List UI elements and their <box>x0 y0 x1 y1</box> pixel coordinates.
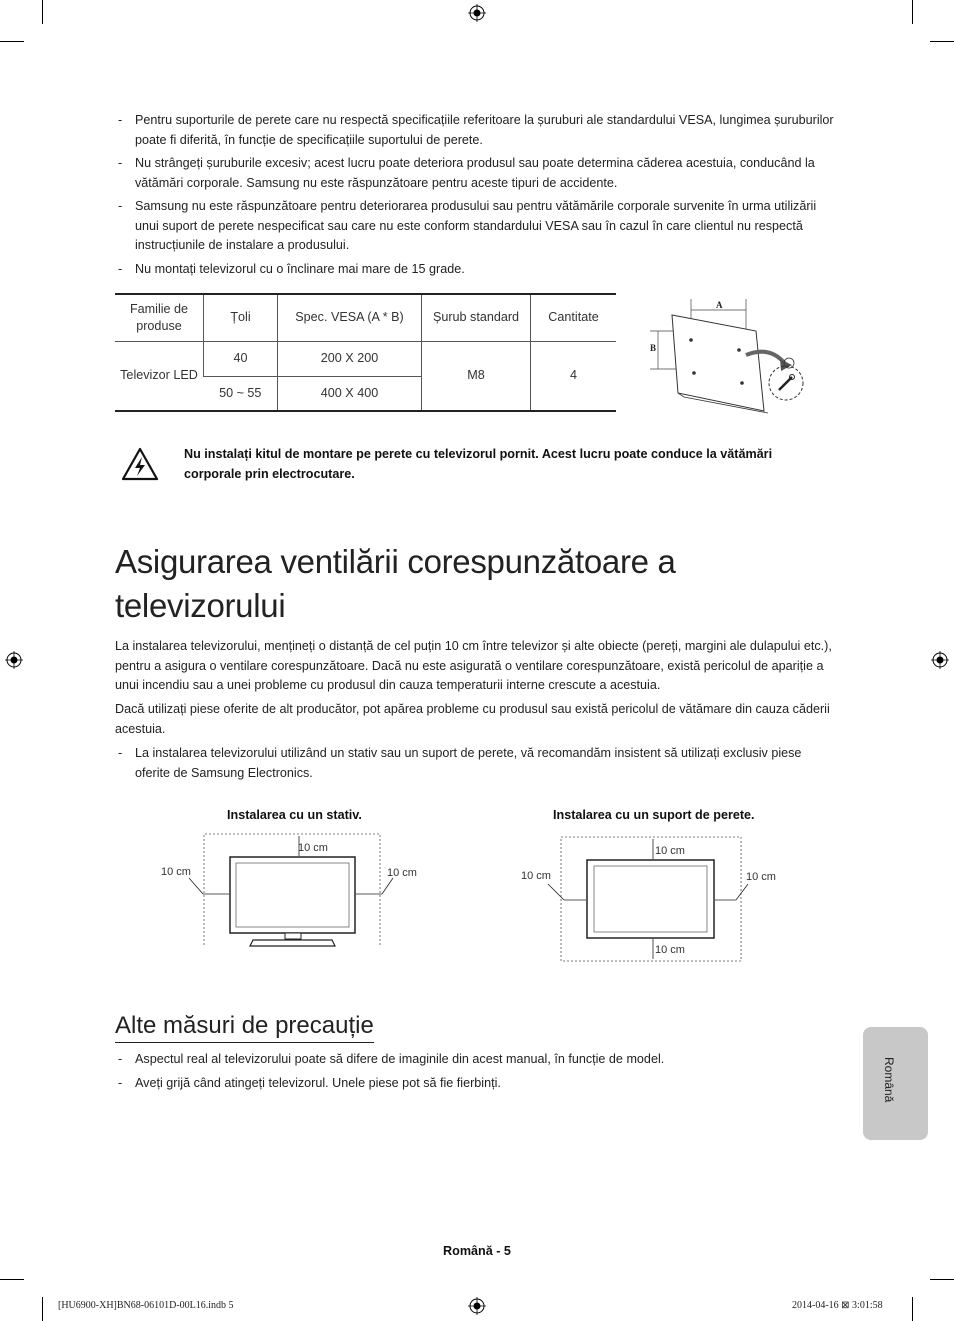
electric-shock-warning-icon <box>121 447 159 481</box>
registration-mark-icon <box>468 4 486 22</box>
table-cell-quantity: 4 <box>531 341 617 411</box>
table-cell: 400 X 400 <box>278 376 422 411</box>
list-item: - Nu montați televizorul cu o înclinare mai mare de 15 grade. <box>118 261 465 276</box>
crop-mark <box>912 0 913 24</box>
list-item: - La instalarea televizorului utilizând un stativ sau un suport de perete, vă recomandăm insistent să utilizați exclusiv piese oferite de Samsung Electronics. <box>118 746 802 780</box>
registration-mark-icon <box>5 651 23 669</box>
table-cell-family: Televizor LED <box>115 341 204 411</box>
distance-label-left: 10 cm <box>521 870 551 882</box>
ventilation-paragraph: La instalarea televizorului, mențineți o distanță de cel puțin 10 cm între televizor și alte obiecte (pereți, margini ale dulapului etc.), pentru a asigura o ventilare corespunzătoare. Dacă nu este asigurată o ventilare corespunzătoare, există pericolul de apariție a unui incendiu sau a unei probleme cu produsul din cauza temperaturii interne crescute a acestuia. <box>115 639 832 692</box>
print-slug-date: 2014-04-16 ⊠ 3:01:58 <box>792 1300 883 1311</box>
language-tab-label: Română <box>882 1057 896 1103</box>
samsung-parts-note <box>115 744 837 787</box>
subsection-title: Alte măsuri de precauție <box>115 1010 374 1043</box>
list-item: - Nu strângeți șuruburile excesiv; acest lucru poate deteriora produsul sau poate determina căderea acestuia, conducând la vătămări corporale. Samsung nu este răspunzătoare pentru aceste tipuri de accidente. <box>118 156 815 190</box>
wall-installation-diagram <box>518 834 788 964</box>
table-cell: 40 <box>204 341 278 376</box>
table-header-cell: Spec. VESA (A * B) <box>278 294 422 341</box>
table-cell: 50 ~ 55 <box>204 376 278 411</box>
distance-label-left: 10 cm <box>161 866 191 878</box>
table-header-row <box>115 294 616 341</box>
distance-label-top: 10 cm <box>298 842 328 854</box>
distance-label-bottom: 10 cm <box>655 944 685 956</box>
registration-mark-icon <box>468 1297 486 1315</box>
crop-mark <box>912 1297 913 1321</box>
table-header-cell: Țoli <box>204 294 278 341</box>
crop-mark <box>930 41 954 42</box>
distance-label-right: 10 cm <box>387 867 417 879</box>
list-item: - Pentru suporturile de perete care nu respectă specificațiile referitoare la șuruburi ale standardului VESA, lungimea șuruburilor poate fi diferită, în funcție de specificațiile suportului de perete. <box>118 113 834 147</box>
vesa-spec-table <box>115 293 616 412</box>
page-number: Română - 5 <box>443 1244 511 1258</box>
table-row <box>115 341 616 376</box>
crop-mark <box>0 1279 24 1280</box>
crop-mark <box>42 1297 43 1321</box>
crop-mark <box>42 0 43 24</box>
label-a: A <box>716 300 723 310</box>
stand-installation-diagram <box>155 832 417 952</box>
distance-label-top: 10 cm <box>655 845 685 857</box>
stand-caption: Instalarea cu un stativ. <box>227 808 362 822</box>
warning-text: Nu instalați kitul de montare pe perete cu televizorul pornit. Acest lucru poate conduce la vătămări corporale prin electrocutare. <box>184 447 773 481</box>
label-b: B <box>650 343 657 353</box>
wall-mount-notes <box>115 111 837 283</box>
registration-mark-icon <box>931 651 949 669</box>
crop-mark <box>930 1279 954 1280</box>
list-item: - Aveți grijă când atingeți televizorul. Unele piese pot să fie fierbinți. <box>118 1075 501 1090</box>
wall-caption: Instalarea cu un suport de perete. <box>553 808 755 822</box>
distance-label-right: 10 cm <box>746 871 776 883</box>
table-header-cell: Șurub standard <box>422 294 531 341</box>
table-cell: 200 X 200 <box>278 341 422 376</box>
precautions-list <box>115 1050 837 1097</box>
language-side-tab <box>863 1027 928 1140</box>
table-cell-screw: M8 <box>422 341 531 411</box>
list-item: - Aspectul real al televizorului poate să difere de imaginile din acest manual, în funcție de model. <box>118 1052 665 1066</box>
print-slug-file: [HU6900-XH]BN68-06101D-00L16.indb 5 <box>58 1300 234 1311</box>
wall-mount-diagram <box>646 293 816 415</box>
list-item: - Samsung nu este răspunzătoare pentru deteriorarea produsului sau pentru vătămările corporale survenite în urma utilizării unui suport de perete nespecificat sau care nu este conform standardului VESA sau în cazul în care clientul nu respectă instrucțiunile de instalare a produsului. <box>118 199 817 252</box>
third-party-parts-paragraph: Dacă utilizați piese oferite de alt producător, pot apărea probleme cu produsul sau există pericolul de vătămare din cauza căderii acestuia. <box>115 702 830 736</box>
crop-mark <box>0 41 24 42</box>
table-header-cell: Cantitate <box>531 294 617 341</box>
section-title: Asigurarea ventilării corespunzătoare a televizorului <box>115 543 676 624</box>
table-header-cell: Familie de produse <box>115 294 204 341</box>
